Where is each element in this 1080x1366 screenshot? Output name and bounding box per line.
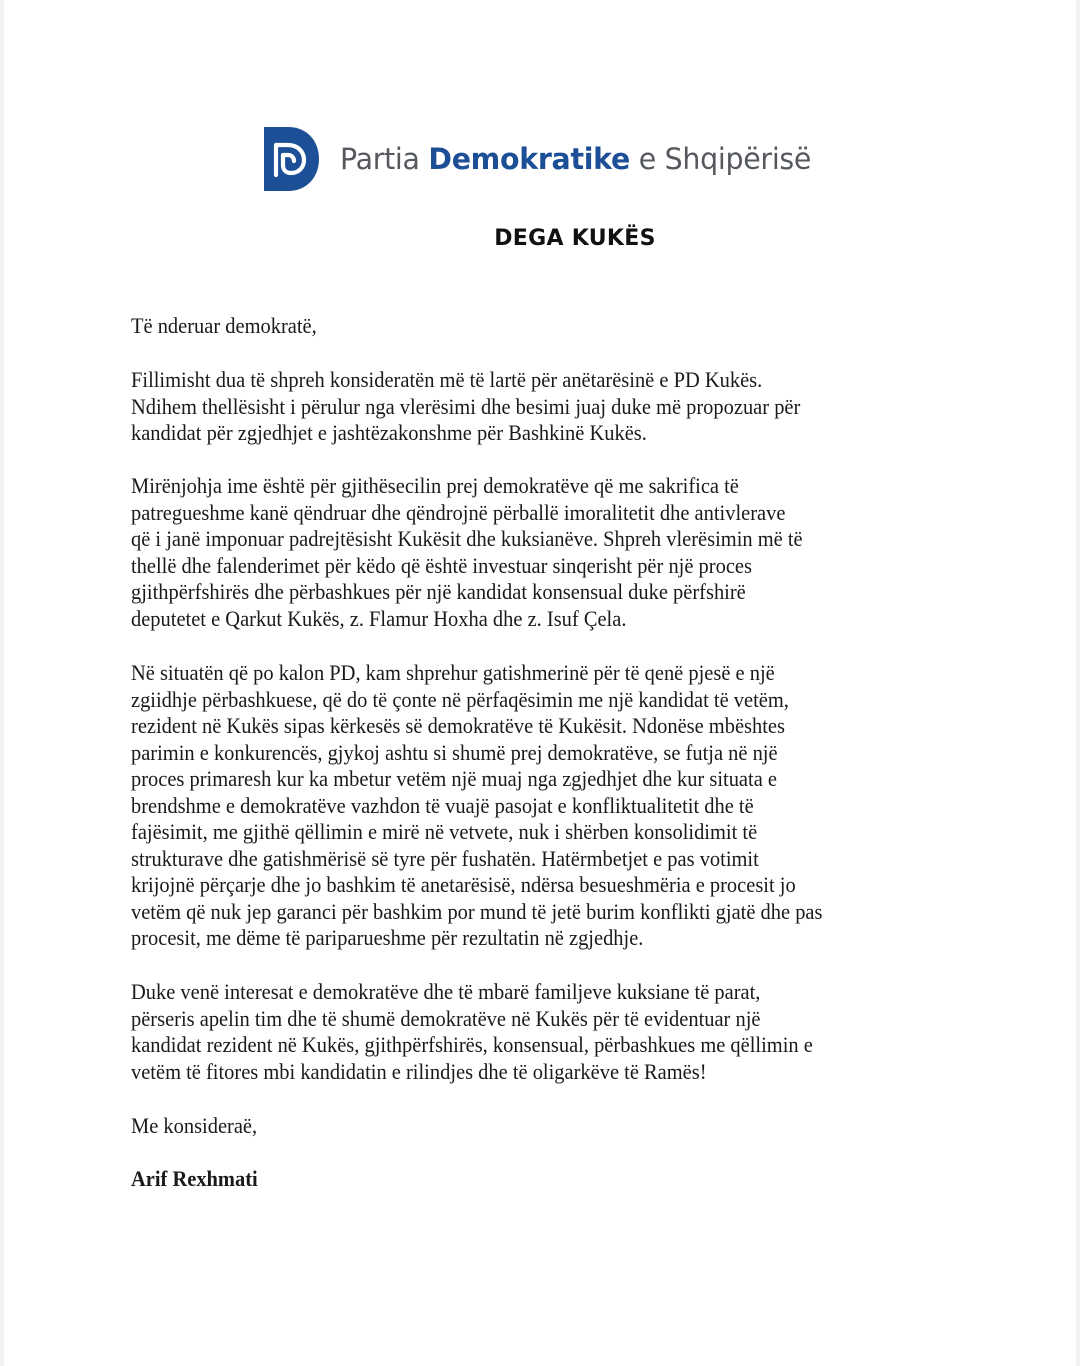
paragraph-line: gjithpërfshirës dhe përbashkues për një kandidat konsensual duke përfshirë — [131, 579, 746, 604]
paragraph-line: procesit, me dëme të pariparueshme për rezultatin në zgjedhje. — [131, 925, 644, 950]
paragraph-line: rezident në Kukës sipas kërkesës së demokratëve të Kukësit. Ndonëse mbështes — [131, 713, 785, 738]
paragraph-line: kandidat për zgjedhjet e jashtëzakonshme për Bashkinë Kukës. — [131, 420, 647, 445]
signature-name: Arif Rexhmati — [131, 1166, 258, 1191]
paragraph-line: fajësimit, me gjithë qëllimin e mirë në vetvete, nuk i shërben konsolidimit të — [131, 819, 758, 844]
paragraph-line: Mirënjohja ime është për gjithësecilin prej demokratëve që me sakrifica të — [131, 473, 739, 498]
paragraph-line: vetëm të fitores mbi kandidatin e rilindjes dhe të oligarkëve të Ramës! — [131, 1058, 707, 1084]
paragraph-line: deputetet e Qarkut Kukës, z. Flamur Hoxha dhe z. Isuf Çela. — [131, 605, 627, 631]
paragraph-line: Ndihem thellësisht i përulur nga vlerësimi dhe besimi juaj duke më propozuar për — [131, 393, 801, 419]
branch-title: DEGA KUKËS — [494, 226, 656, 251]
paragraph-line: vetëm që nuk jep garanci për bashkim por mund të jetë burim konflikti gjatë dhe pas — [131, 898, 823, 924]
paragraph-line: Duke venë interesat e demokratëve dhe të mbarë familjeve kuksiane të parat, — [131, 979, 761, 1004]
signature — [131, 1166, 267, 1193]
paragraph-line: patregueshme kanë qëndruar dhe qëndrojnë përballë imoralitetit dhe antivlerave — [131, 499, 786, 525]
paragraph-line: kandidat rezident në Kukës, gjithpërfshirës, konsensual, përbashkues me qëllimin e — [131, 1032, 813, 1057]
paragraph-line: Në situatën që po kalon PD, kam shprehur gatishmerinë për të qenë pjesë e një — [131, 660, 775, 685]
pd-logo-icon — [262, 125, 320, 193]
paragraph-2 — [131, 473, 853, 632]
paragraph-3 — [131, 660, 875, 952]
letterhead — [262, 124, 821, 194]
paragraph-line: që i janë imponuar padrejtësisht Kukësit dhe kuksianëve. Shpreh vlerësimin më të — [131, 526, 803, 551]
paragraph-line: përseris apelin tim dhe të shumë demokratëve në Kukës për të evidentuar një — [131, 1005, 761, 1031]
paragraph-line: parimin e konkurencës, gjykoj ashtu si shumë prej demokratëve, se futja në një — [131, 739, 778, 765]
party-name-bold: Demokratike — [428, 142, 631, 176]
paragraph-line: strukturave dhe gatishmërisë së tyre për fushatën. Hatërmbetjet e pas votimit — [131, 845, 759, 871]
closing-text: Me konsideraë, — [131, 1113, 258, 1138]
party-name-prefix: Partia — [340, 142, 420, 176]
paragraph-line: thellë dhe falenderimet për këdo që është investuar sinqerisht për një proces — [131, 552, 752, 578]
paragraph-1 — [131, 367, 851, 447]
closing — [131, 1113, 267, 1140]
paragraph-line: brendshme e demokratëve vazhdon të vuajë pasojat e konfliktualitetit dhe të — [131, 792, 754, 818]
party-name-suffix: e Shqipërisë — [638, 142, 812, 176]
letter-page — [4, 0, 1076, 1366]
paragraph-line: Fillimisht dua të shpreh konsideratën më të lartë për anëtarësinë e PD Kukës. — [131, 367, 763, 392]
paragraph-line: krijojnë përçarje dhe jo bashkim të anetarësisë, ndërsa besueshmëria e procesit jo — [131, 872, 796, 897]
party-name — [340, 142, 811, 176]
paragraph-line: zgiidhje përbashkuese, që do të çonte në përfaqësimin me një kandidat të vetëm, — [131, 686, 789, 712]
paragraph-line: proces primaresh kur ka mbetur vetëm një muaj nga zgjedhjet dhe kur situata e — [131, 766, 777, 791]
greeting-text: Të nderuar demokratë, — [131, 313, 317, 338]
greeting — [131, 313, 331, 340]
paragraph-4 — [131, 979, 864, 1085]
